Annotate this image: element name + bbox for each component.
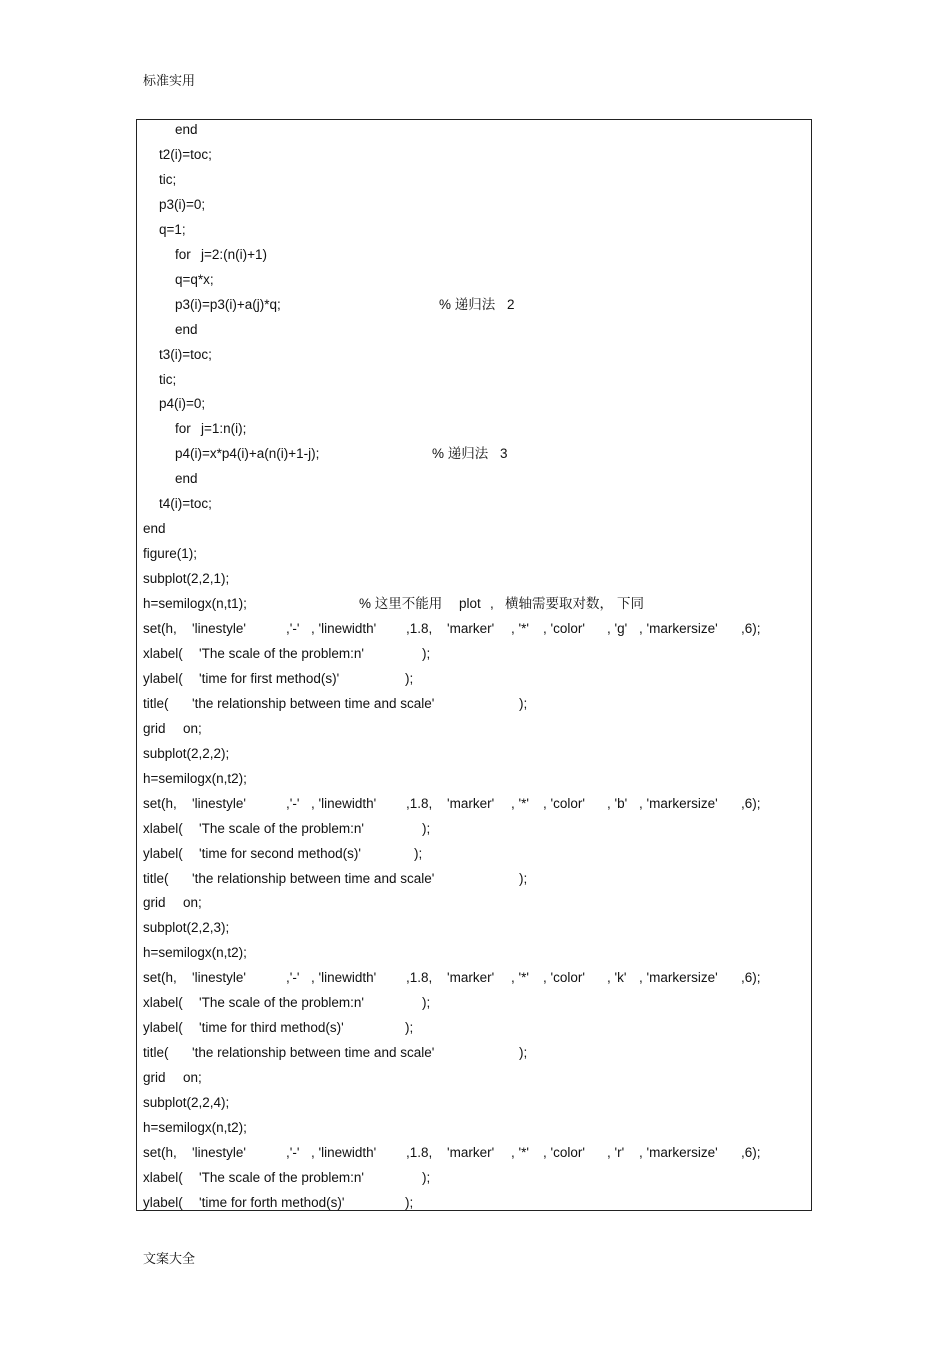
code-token: , 'g' — [607, 621, 628, 636]
code-token: , 'b' — [607, 795, 628, 811]
code-token: ); — [422, 995, 431, 1011]
code-token: for — [175, 246, 191, 262]
code-token: , '*' — [511, 621, 529, 636]
code-token: h=semilogx(n,t1); — [143, 596, 247, 612]
code-token: ); — [414, 845, 423, 861]
code-token: t4(i)=toc; — [159, 496, 212, 512]
code-token: 'time for second method(s)' — [199, 845, 361, 861]
code-token: , 'linewidth' — [311, 795, 377, 811]
code-token: end — [143, 521, 166, 537]
code-token: title( — [143, 1045, 169, 1061]
code-token: , '*' — [511, 970, 529, 986]
code-token: on; — [183, 895, 202, 911]
code-token: 'The scale of the problem:n' — [199, 995, 364, 1011]
code-token: 'marker' — [447, 1144, 495, 1160]
code-token: t2(i)=toc; — [159, 146, 212, 162]
code-token: ,1.8, — [406, 970, 433, 986]
code-token: ,6); — [741, 970, 761, 986]
code-token: for — [175, 421, 191, 437]
code-token: xlabel( — [143, 995, 183, 1011]
code-token: , 'markersize' — [639, 795, 718, 811]
code-token: ); — [405, 1020, 414, 1036]
code-token: set(h, — [143, 621, 177, 636]
code-token: ); — [422, 645, 431, 661]
code-token: tic; — [159, 371, 177, 387]
code-token: ,'-' — [286, 795, 300, 811]
code-token: h=semilogx(n,t2); — [143, 770, 247, 786]
code-token: xlabel( — [143, 645, 183, 661]
code-token: , 'linewidth' — [311, 621, 377, 636]
code-token: 横轴需要取对数， — [505, 596, 613, 612]
code-token: ylabel( — [143, 1194, 183, 1210]
code-token: 'linestyle' — [192, 621, 246, 636]
code-token: , 'color' — [543, 621, 585, 636]
code-token: grid — [143, 1070, 166, 1086]
code-token: p3(i)=p3(i)+a(j)*q; — [175, 296, 281, 312]
code-token: j=2:(n(i)+1) — [201, 246, 268, 262]
code-token: ,'-' — [286, 621, 300, 636]
code-token: 'time for forth method(s)' — [199, 1194, 345, 1210]
code-token: ,6); — [741, 1144, 761, 1160]
code-token: ,6); — [741, 621, 761, 636]
code-token: grid — [143, 720, 166, 736]
code-token: ,'-' — [286, 1144, 300, 1160]
code-token: tic; — [159, 171, 177, 187]
code-token: q=1; — [159, 221, 186, 237]
code-token: 'the relationship between time and scale' — [192, 870, 435, 886]
code-token: , 'linewidth' — [311, 1144, 377, 1160]
code-token: ); — [405, 670, 414, 686]
code-token: 'marker' — [447, 795, 495, 811]
code-token: , 'markersize' — [639, 1144, 718, 1160]
code-token: , 'color' — [543, 795, 585, 811]
code-token: title( — [143, 695, 169, 711]
code-token: ); — [422, 820, 431, 836]
code-token: xlabel( — [143, 1169, 183, 1185]
code-token: ,'-' — [286, 970, 300, 986]
code-token: t3(i)=toc; — [159, 346, 212, 362]
code-token: 'time for first method(s)' — [199, 670, 340, 686]
code-token: end — [175, 471, 198, 487]
code-token: % 这里不能用 — [359, 596, 443, 612]
code-token: ,1.8, — [406, 795, 433, 811]
code-token: figure(1); — [143, 546, 198, 562]
code-token: 'the relationship between time and scale' — [192, 695, 435, 711]
code-token: ylabel( — [143, 1020, 183, 1036]
code-token: on; — [183, 720, 202, 736]
code-token: xlabel( — [143, 820, 183, 836]
code-token: ylabel( — [143, 845, 183, 861]
code-token: subplot(2,2,2); — [143, 745, 230, 761]
code-token: % 递归法 — [439, 296, 496, 312]
page-header: 标准实用 — [143, 74, 196, 89]
code-token: set(h, — [143, 795, 177, 811]
code-token: , '*' — [511, 1144, 529, 1160]
code-token: plot — [459, 596, 481, 612]
code-token: q=q*x; — [175, 271, 214, 287]
code-token: ); — [519, 695, 528, 711]
code-token: p4(i)=x*p4(i)+a(n(i)+1-j); — [175, 446, 320, 462]
code-token: h=semilogx(n,t2); — [143, 1120, 247, 1135]
code-token: , '*' — [511, 795, 529, 811]
code-token: 'marker' — [447, 621, 495, 636]
code-token: ); — [519, 870, 528, 886]
code-token: , 'k' — [607, 970, 627, 986]
code-token: 'the relationship between time and scale' — [192, 1045, 435, 1061]
code-token: 'The scale of the problem:n' — [199, 820, 364, 836]
code-token: , 'color' — [543, 1144, 585, 1160]
code-token: 'The scale of the problem:n' — [199, 1169, 364, 1185]
code-block — [136, 119, 812, 1211]
code-token: grid — [143, 895, 166, 911]
code-token: 'The scale of the problem:n' — [199, 645, 364, 661]
code-token: ); — [519, 1045, 528, 1061]
code-token: subplot(2,2,1); — [143, 571, 230, 587]
code-token: 'time for third method(s)' — [199, 1020, 344, 1036]
page-footer: 文案大全 — [143, 1252, 196, 1267]
code-token: 下同 — [617, 596, 644, 612]
code-token: set(h, — [143, 970, 177, 986]
code-token: ylabel( — [143, 670, 183, 686]
code-token: title( — [143, 870, 169, 886]
code-token: , 'markersize' — [639, 621, 718, 636]
code-token: ,1.8, — [406, 621, 433, 636]
code-token: j=1:n(i); — [201, 421, 247, 437]
code-token: p3(i)=0; — [159, 196, 206, 212]
code-token: set(h, — [143, 1144, 177, 1160]
code-token: ,1.8, — [406, 1144, 433, 1160]
code-token: end — [175, 122, 198, 137]
code-token: % 递归法 — [432, 446, 489, 462]
code-token: 'linestyle' — [192, 795, 246, 811]
code-token: 2 — [507, 296, 515, 312]
code-token: , 'markersize' — [639, 970, 718, 986]
code-token: end — [175, 321, 198, 337]
code-token: ); — [405, 1194, 414, 1210]
code-token: , 'color' — [543, 970, 585, 986]
code-token: subplot(2,2,4); — [143, 1095, 230, 1111]
code-token: subplot(2,2,3); — [143, 920, 230, 936]
code-token: p4(i)=0; — [159, 396, 206, 412]
code-token: , 'r' — [607, 1144, 625, 1160]
code-token: h=semilogx(n,t2); — [143, 945, 247, 961]
code-token: ,6); — [741, 795, 761, 811]
code-token: on; — [183, 1070, 202, 1086]
code-token: 3 — [500, 446, 508, 462]
code-token: , — [490, 596, 494, 612]
code-token: 'marker' — [447, 970, 495, 986]
code-token: ); — [422, 1169, 431, 1185]
code-token: 'linestyle' — [192, 1144, 246, 1160]
code-token: 'linestyle' — [192, 970, 246, 986]
code-token: , 'linewidth' — [311, 970, 377, 986]
